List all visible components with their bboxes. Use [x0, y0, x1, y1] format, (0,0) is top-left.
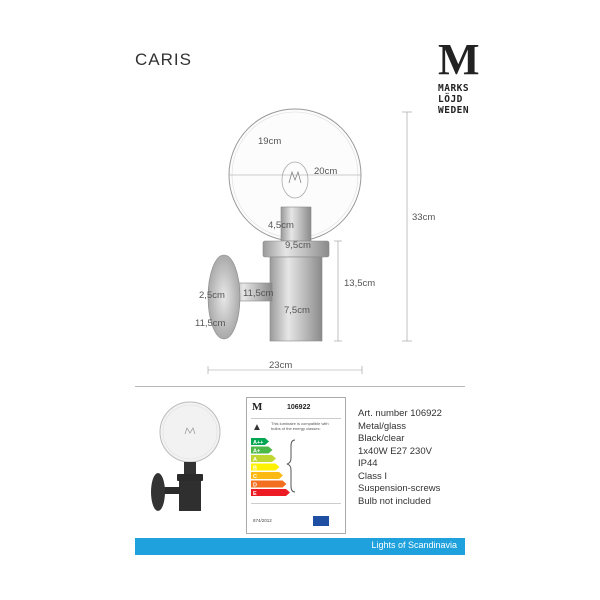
energy-class-chart [251, 438, 341, 500]
dim-total-depth: 23cm [269, 360, 293, 371]
energy-class-label: A [253, 456, 257, 463]
divider [135, 386, 465, 387]
energy-class-label: A++ [253, 439, 264, 446]
logo-line-3: WEDEN [438, 105, 470, 116]
energy-class-label: D [253, 482, 257, 489]
dim-top-diameter: 19cm [258, 136, 282, 147]
dim-neck-width: 4,5cm [268, 220, 294, 231]
dim-globe-width: 20cm [314, 166, 338, 177]
spec-item: Bulb not included [358, 495, 431, 507]
product-photo [138, 398, 230, 530]
energy-class-bar [251, 489, 290, 496]
label-regulation: 874/2012 [253, 518, 272, 523]
energy-class-label: B [253, 465, 257, 472]
energy-class-label: C [253, 473, 257, 480]
lamp-body [270, 257, 322, 341]
dim-collar-width: 9,5cm [285, 240, 311, 251]
label-logo: M [252, 401, 263, 413]
spec-item: IP44 [358, 458, 378, 469]
label-article: 106922 [287, 404, 311, 411]
logo-line-1: MARKS [438, 83, 470, 94]
energy-class-label: A+ [253, 448, 261, 455]
logo-letter: M [438, 35, 480, 84]
spec-item: Art. number 106922 [358, 408, 442, 419]
label-notice: This luminaire is compatible with bulbs of the energy classes: [271, 421, 329, 431]
spec-item: Suspension-screws [358, 483, 441, 494]
energy-class-label: E [253, 490, 257, 497]
dim-total-height: 33cm [412, 212, 436, 223]
energy-label [246, 397, 346, 534]
spec-list [358, 408, 442, 508]
dim-plate-depth: 2,5cm [199, 290, 225, 301]
logo-line-2: LÖJD [438, 94, 463, 105]
product-title: CARIS [135, 50, 192, 69]
dim-body-height: 13,5cm [344, 278, 376, 289]
spec-item: Class I [358, 470, 388, 482]
lamp-icon: ▲ [252, 422, 262, 433]
spec-item: Metal/glass [358, 420, 407, 432]
dim-body-width: 7,5cm [284, 305, 310, 316]
banner-text: Lights of Scandinavia [371, 540, 457, 550]
spec-item: 1x40W E27 230V [358, 445, 432, 457]
footer-banner [135, 538, 465, 555]
spec-item: Black/clear [358, 433, 405, 444]
compatibility-bracket [287, 440, 295, 492]
dim-plate-height: 11,5cm [243, 288, 274, 299]
dim-plate-width: 11,5cm [195, 318, 226, 329]
eu-flag-icon [313, 516, 329, 526]
